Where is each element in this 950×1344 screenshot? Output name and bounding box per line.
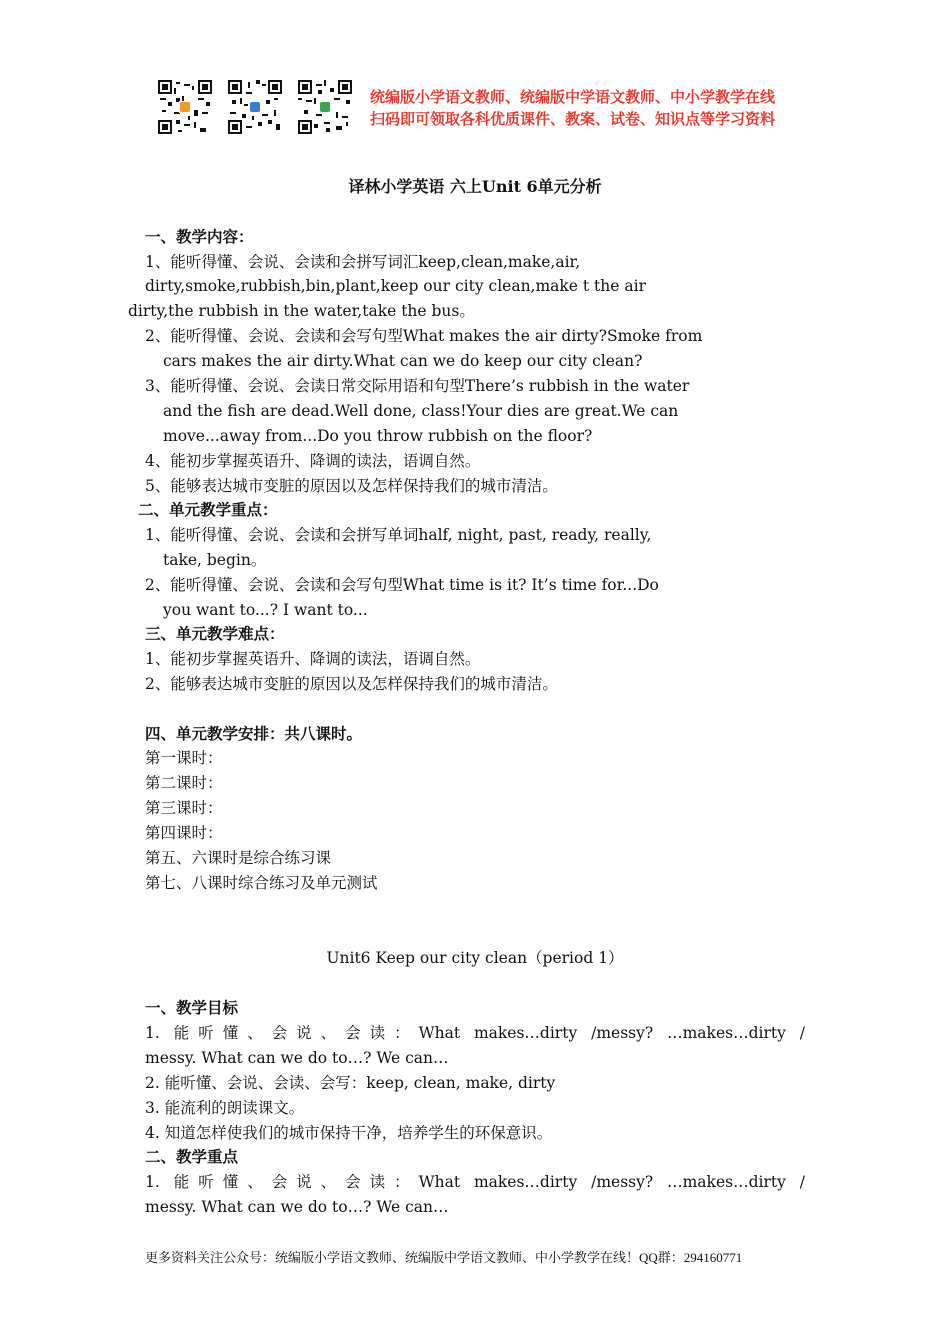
content-line: messy. What can we do to…? We can… — [145, 1049, 449, 1067]
schedule-line: 第三课时： — [145, 799, 223, 817]
content-line: and the fish are dead.Well done, class!Your dies are great.We can — [163, 402, 679, 420]
qr-code-icon[interactable] — [298, 80, 352, 134]
content-line: 5、能够表达城市变脏的原因以及怎样保持我们的城市清洁。 — [145, 477, 558, 495]
period-title: Unit6 Keep our city clean（period 1） — [326, 949, 624, 967]
section-heading: 四、单元教学安排：共八课时。 — [145, 724, 363, 743]
qr-code-row — [158, 80, 352, 134]
content-line: you want to...? I want to... — [163, 601, 368, 619]
schedule-line: 第一课时： — [145, 749, 223, 767]
banner-line-1: 统编版小学语文教师、统编版中学语文教师、中小学教学在线 — [370, 88, 776, 106]
schedule-line: 第二课时： — [145, 774, 223, 792]
section-heading: 一、教学内容： — [145, 227, 254, 246]
banner-line-2: 扫码即可领取各科优质课件、教案、试卷、知识点等学习资料 — [370, 110, 776, 128]
content-line: dirty,the rubbish in the water,take the bus。 — [128, 302, 475, 320]
section-heading: 一、教学目标 — [145, 998, 239, 1017]
content-line: 4、能初步掌握英语升、降调的读法，语调自然。 — [145, 452, 481, 470]
content-line: 2、能够表达城市变脏的原因以及怎样保持我们的城市清洁。 — [145, 675, 558, 693]
content-line: 3、能听得懂、会说、会读日常交际用语和句型There’s rubbish in the water — [145, 377, 690, 395]
content-line: 3. 能流利的朗读课文。 — [145, 1099, 305, 1117]
content-line: 1、能听得懂、会说、会读和会拼写单词half, night, past, ready, really, — [145, 526, 652, 544]
content-line: messy. What can we do to…? We can… — [145, 1198, 449, 1216]
content-line: dirty,smoke,rubbish,bin,plant,keep our city clean,make t the air — [145, 277, 646, 295]
qr-code-icon[interactable] — [158, 80, 212, 134]
page-title: 译林小学英语 六上Unit 6单元分析 — [348, 177, 602, 196]
content-line: move...away from...Do you throw rubbish on the floor? — [163, 427, 593, 445]
content-line: 1、能听得懂、会说、会读和会拼写词汇keep,clean,make,air, — [145, 253, 581, 271]
content-line: 2、能听得懂、会说、会读和会写句型What time is it? It’s time for...Do — [145, 576, 659, 594]
content-line: 4. 知道怎样使我们的城市保持干净，培养学生的环保意识。 — [145, 1124, 553, 1142]
content-line: 1、能初步掌握英语升、降调的读法，语调自然。 — [145, 650, 481, 668]
section-heading: 三、单元教学难点： — [145, 624, 285, 643]
schedule-line: 第四课时： — [145, 824, 223, 842]
content-line: cars makes the air dirty.What can we do keep our city clean? — [163, 352, 643, 370]
content-line: 1. 能听懂、会说、会读：What makes…dirty /messy? …makes…dirty / — [145, 1173, 805, 1191]
section-heading: 二、教学重点 — [145, 1147, 239, 1166]
qr-code-icon[interactable] — [228, 80, 282, 134]
schedule-line: 第五、六课时是综合练习课 — [145, 849, 332, 867]
content-line: 2、能听得懂、会说、会读和会写句型What makes the air dirty?Smoke from — [145, 327, 703, 345]
content-line: 1. 能听懂、会说、会读：What makes…dirty /messy? …makes…dirty / — [145, 1024, 805, 1042]
section-heading: 二、单元教学重点： — [138, 500, 278, 519]
content-line: take, begin。 — [163, 551, 267, 569]
promo-banner — [370, 86, 775, 130]
page-footer: 更多资料关注公众号：统编版小学语文教师、统编版中学语文教师、中小学教学在线！QQ群：294160771 — [145, 1250, 743, 1265]
schedule-line: 第七、八课时综合练习及单元测试 — [145, 874, 378, 892]
content-line: 2. 能听懂、会说、会读、会写：keep, clean, make, dirty — [145, 1074, 556, 1092]
